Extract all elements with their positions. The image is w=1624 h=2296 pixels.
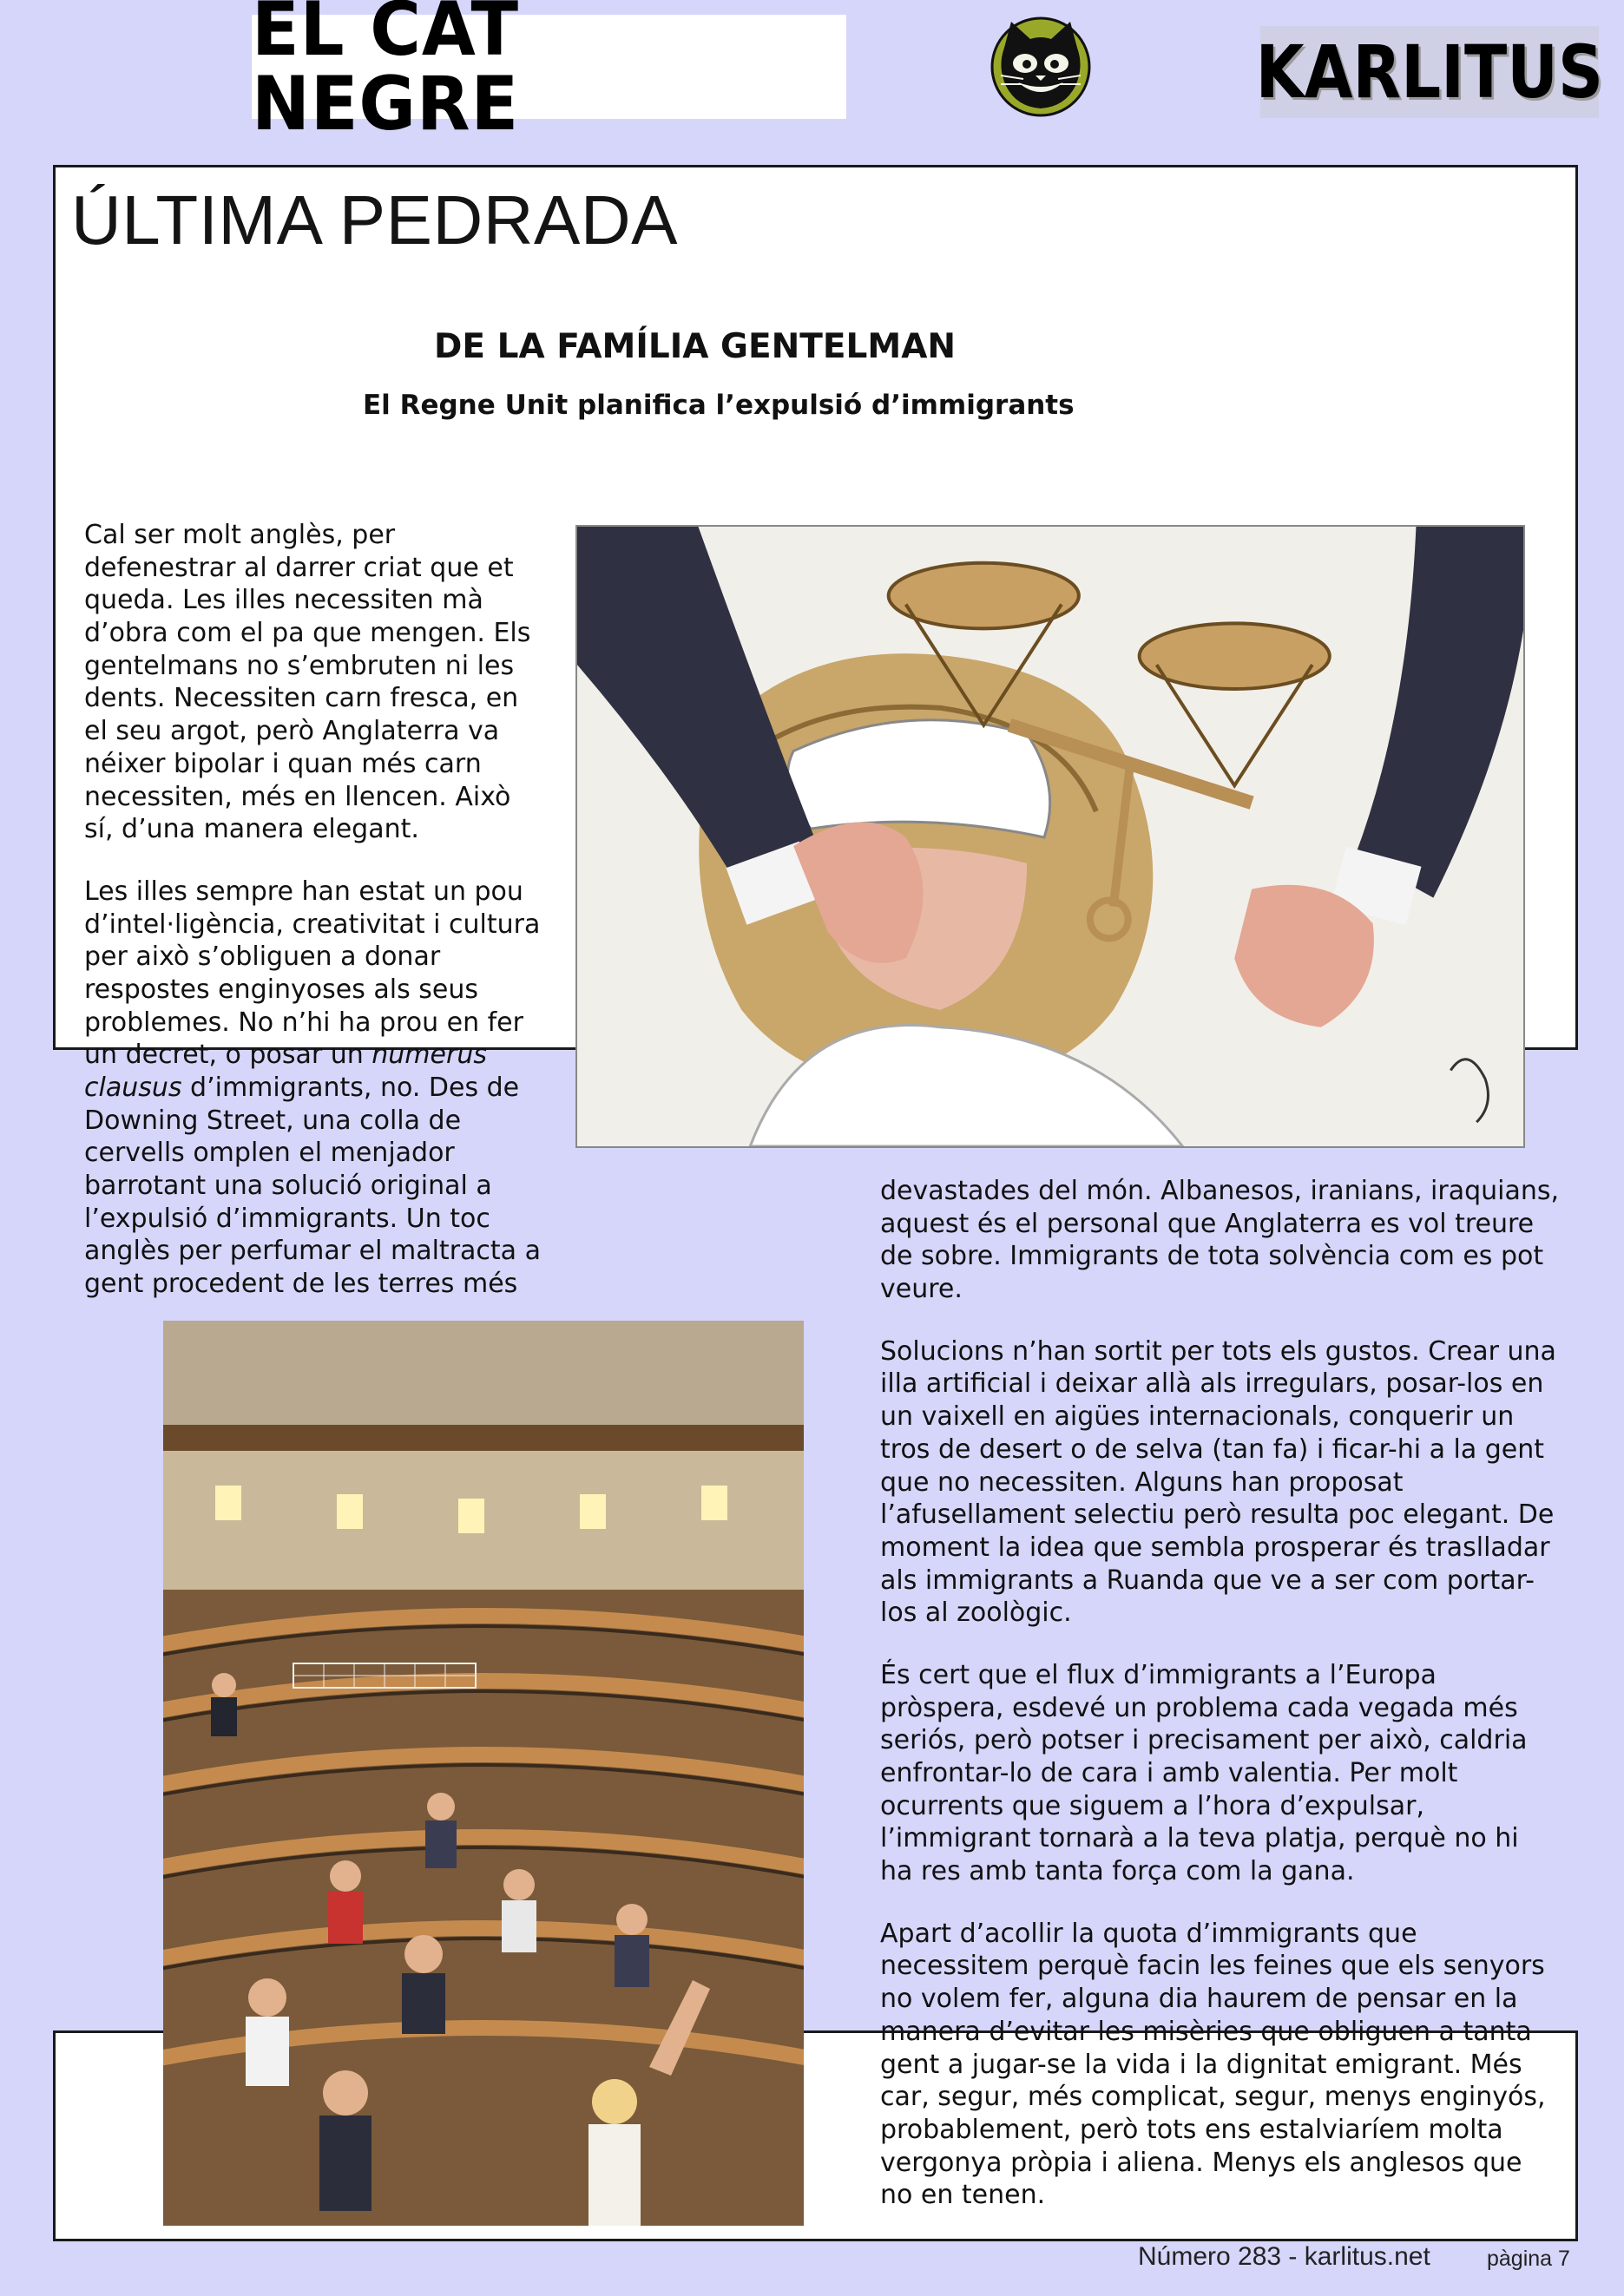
- parliament-cartoon-image: [163, 1321, 804, 2226]
- body-line: Downing Street, una colla de: [84, 1105, 462, 1136]
- body-line: ocurrents que siguem a l’hora d’expulsar,: [880, 1790, 1424, 1821]
- body-line: barrotant una solució original a: [84, 1171, 492, 1202]
- body-line: ha res amb tanta força com la gana.: [880, 1856, 1355, 1887]
- article-subheadline: El Regne Unit planifica l’expulsió d’immigrants: [363, 390, 1075, 421]
- section-title: ÚLTIMA PEDRADA: [71, 181, 678, 259]
- body-line: l’afusellament selectiu però resulta poc elegant. De: [880, 1499, 1555, 1531]
- body-line: defenestrar al darrer criat que et: [84, 552, 514, 583]
- body-line: probablement, però tots ens estalviaríem molta: [880, 2114, 1503, 2145]
- body-line: necessitem perquè facin les feines que els senyors: [880, 1951, 1545, 1982]
- body-line-text: un decret, o posar un: [84, 1040, 364, 1071]
- body-line: cervells omplen el menjador: [84, 1138, 455, 1169]
- body-line: queda. Les illes necessiten mà: [84, 585, 483, 616]
- italic-term: clausus: [84, 1073, 182, 1103]
- body-line: que no necessiten. Alguns han proposat: [880, 1466, 1404, 1498]
- body-line-text: d’immigrants, no. Des de: [181, 1073, 520, 1103]
- body-line: l’immigrant tornarà a la teva platja, perquè no hi: [880, 1823, 1519, 1854]
- body-line: aquest és el personal que Anglaterra es vol treure: [880, 1208, 1535, 1239]
- body-line: moment la idea que sembla prosperar és traslladar: [880, 1532, 1550, 1563]
- footer-issue: Número 283 - karlitus.net: [1138, 2242, 1430, 2271]
- italic-term: numerus: [371, 1040, 487, 1071]
- body-line: gent a jugar-se la vida i la dignitat emigrant. Més: [880, 2049, 1522, 2080]
- body-line: el seu argot, però Anglaterra va: [84, 716, 500, 747]
- body-line: un vaixell en aigües internacionals, conquerir un: [880, 1401, 1515, 1433]
- article-body-right: [880, 1175, 1559, 2212]
- body-line: gent procedent de les terres més: [84, 1269, 518, 1300]
- publication-masthead: [252, 0, 846, 148]
- body-line: Solucions n’han sortit per tots els gustos. Crear una: [880, 1335, 1556, 1367]
- body-line: Apart d’acollir la quota d’immigrants que: [880, 1918, 1417, 1949]
- body-line: l’expulsió d’immigrants. Un toc: [84, 1203, 490, 1234]
- body-line: respostes enginyoses als seus: [84, 974, 479, 1005]
- body-line: Cal ser molt anglès, per: [84, 520, 396, 550]
- article-body-left: [84, 519, 541, 1301]
- author-name: KARLITUS: [1255, 30, 1604, 115]
- paragraph-gap: [880, 1888, 1559, 1918]
- black-cat-logo-icon: [985, 15, 1096, 119]
- body-line: los al zoològic.: [880, 1597, 1072, 1629]
- publication-title: EL CAT NEGRE: [252, 0, 520, 148]
- body-line: dents. Necessiten carn fresca, en: [84, 683, 519, 714]
- body-line: [84, 1072, 541, 1105]
- body-line: illa artificial i deixar allà als irregulars, posar-los en: [880, 1368, 1544, 1400]
- body-line: enfrontar-lo de cara i amb valentia. Per molt: [880, 1758, 1458, 1788]
- body-line: car, segur, més complicat, segur, menys enginyós,: [880, 2082, 1546, 2113]
- body-line: manera d’evitar les misèries que obliguen a tanta: [880, 2016, 1532, 2047]
- justice-cartoon-image: [575, 525, 1525, 1148]
- body-line: sí, d’una manera elegant.: [84, 814, 419, 845]
- body-line: per això s’obliguen a donar: [84, 941, 441, 973]
- body-line: de sobre. Immigrants de tota solvència com es pot: [880, 1241, 1544, 1272]
- article-headline: DE LA FAMÍLIA GENTELMAN: [434, 327, 957, 366]
- parliament-cartoon-illustration: [163, 1321, 804, 2226]
- body-line: tros de desert o de selva (tan fa) i ficar-hi a la gent: [880, 1433, 1545, 1465]
- body-line: pròspera, esdevé un problema cada vegada més: [880, 1692, 1518, 1723]
- body-line: necessiten, més en llencen. Això: [84, 781, 511, 812]
- body-line: d’obra com el pa que mengen. Els: [84, 618, 531, 649]
- body-line: És cert que el flux d’immigrants a l’Europa: [880, 1659, 1437, 1690]
- paragraph-gap: [84, 846, 541, 876]
- body-line: néixer bipolar i quan més carn: [84, 748, 482, 779]
- body-line: devastades del món. Albanesos, iranians, iraquians,: [880, 1176, 1560, 1206]
- body-line: anglès per perfumar el maltracta a: [84, 1236, 541, 1267]
- body-line: [84, 1039, 541, 1072]
- body-line: veure.: [880, 1274, 963, 1305]
- body-line: no en tenen.: [880, 2180, 1046, 2211]
- body-line: gentelmans no s’embruten ni les: [84, 650, 515, 681]
- body-line: no volem fer, alguna dia haurem de pensar en la: [880, 1984, 1518, 2015]
- body-line: seriós, però potser i precisament per això, caldria: [880, 1725, 1528, 1756]
- justice-cartoon-illustration: [577, 527, 1523, 1146]
- body-line: als immigrants a Ruanda que ve a ser com portar-: [880, 1565, 1535, 1596]
- author-logo: [1255, 26, 1604, 118]
- body-line: d’intel·ligència, creativitat i cultura: [84, 909, 541, 940]
- body-line: vergonya pròpia i aliena. Menys els anglesos que: [880, 2147, 1522, 2178]
- footer-page-number: pàgina 7: [1487, 2247, 1570, 2271]
- body-line: Les illes sempre han estat un pou: [84, 876, 523, 907]
- body-line: problemes. No n’hi ha prou en fer: [84, 1007, 523, 1038]
- paragraph-gap: [880, 1630, 1559, 1659]
- paragraph-gap: [880, 1306, 1559, 1335]
